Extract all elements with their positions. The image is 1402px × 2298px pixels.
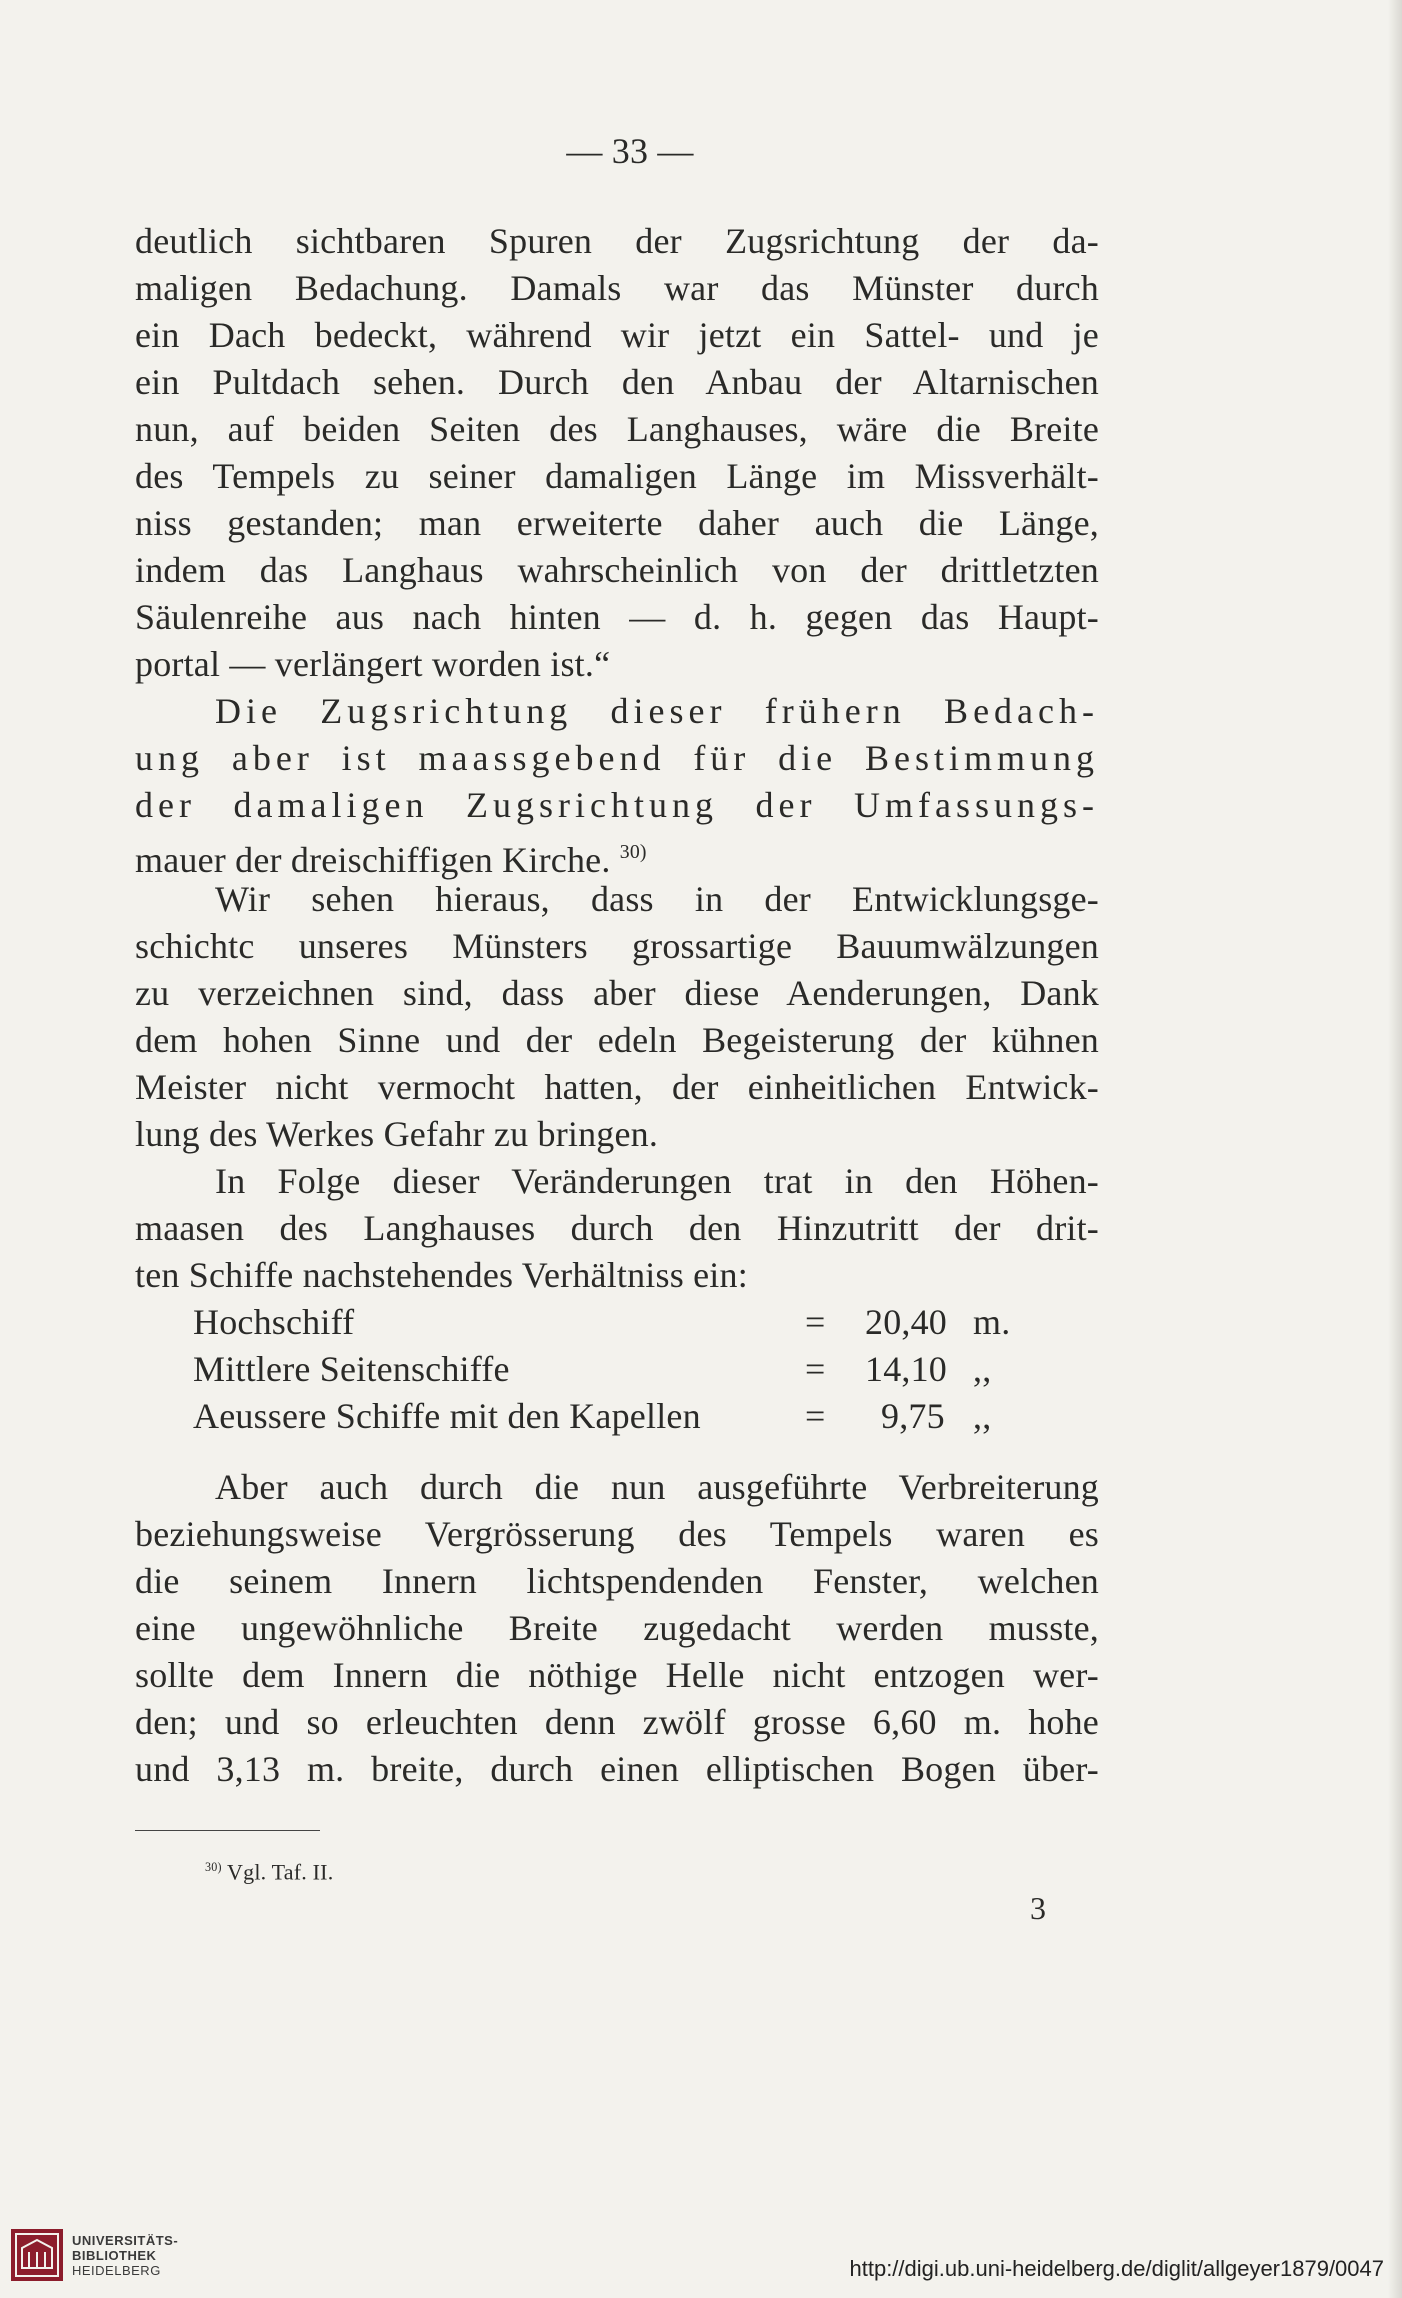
text-line: ein Dach bedeckt, während wir jetzt ein Sattel- und je bbox=[135, 315, 1099, 355]
table-row bbox=[193, 1299, 1033, 1345]
text-line: die seinem Innern lichtspendenden Fenster, welchen bbox=[135, 1561, 1099, 1601]
text-line: niss gestanden; man erweiterte daher auch die Länge, bbox=[135, 503, 1099, 543]
library-logo[interactable] bbox=[10, 2228, 178, 2282]
table-cell-value: 9,75 bbox=[881, 1396, 945, 1436]
table-cell-unit: ,, bbox=[973, 1349, 992, 1389]
text-line-with-footnote-ref bbox=[135, 829, 1099, 880]
text-line: schichtc unseres Münsters grossartige Bauumwälzungen bbox=[135, 926, 1099, 966]
table-cell-label: Hochschiff bbox=[193, 1302, 355, 1342]
library-seal-icon bbox=[10, 2228, 64, 2282]
page-number: — 33 — bbox=[566, 131, 694, 171]
text-line-spaced: ung aber ist maassgebend für die Bestimmung bbox=[135, 738, 1099, 778]
text-line: dem hohen Sinne und der edeln Begeisterung der kühnen bbox=[135, 1020, 1099, 1060]
text-line: zu verzeichnen sind, dass aber diese Aenderungen, Dank bbox=[135, 973, 1099, 1013]
text-line: und 3,13 m. breite, durch einen elliptischen Bogen über- bbox=[135, 1749, 1099, 1789]
library-name-line: HEIDELBERG bbox=[72, 2262, 161, 2278]
table-row bbox=[193, 1346, 1033, 1392]
text-line: den; und so erleuchten denn zwölf grosse 6,60 m. hohe bbox=[135, 1702, 1099, 1742]
library-name-line: BIBLIOTHEK bbox=[72, 2247, 157, 2263]
table-cell-equals: = bbox=[805, 1396, 826, 1436]
table-row bbox=[193, 1393, 1033, 1439]
text-line-spaced: Die Zugsrichtung dieser frühern Bedach- bbox=[215, 691, 1099, 731]
text-line: ten Schiffe nachstehendes Verhältniss ein: bbox=[135, 1255, 748, 1295]
text-line: maligen Bedachung. Damals war das Münster durch bbox=[135, 268, 1099, 308]
text-line: Säulenreihe aus nach hinten — d. h. gegen das Haupt- bbox=[135, 597, 1099, 637]
footnote-ref[interactable]: 30) bbox=[619, 841, 647, 863]
footnote-text: Vgl. Taf. II. bbox=[227, 1859, 334, 1885]
table-cell-label: Aeussere Schiffe mit den Kapellen bbox=[193, 1396, 701, 1436]
footnote-marker: 30) bbox=[205, 1860, 222, 1874]
table-cell-equals: = bbox=[805, 1302, 826, 1342]
table-cell-equals: = bbox=[805, 1349, 826, 1389]
text-line: deutlich sichtbaren Spuren der Zugsrichtung der da- bbox=[135, 221, 1099, 261]
text-line: portal — verlängert worden ist.“ bbox=[135, 644, 611, 684]
library-name-line: UNIVERSITÄTS- bbox=[72, 2232, 179, 2248]
table-cell-unit: ,, bbox=[973, 1396, 992, 1436]
text-line: lung des Werkes Gefahr zu bringen. bbox=[135, 1114, 659, 1154]
text-line: nun, auf beiden Seiten des Langhauses, wäre die Breite bbox=[135, 409, 1099, 449]
text-line: des Tempels zu seiner damaligen Länge im Missverhält- bbox=[135, 456, 1099, 496]
page-edge-shadow bbox=[1388, 0, 1402, 2298]
text-line: Wir sehen hieraus, dass in der Entwicklungsge- bbox=[215, 879, 1099, 919]
text-line: In Folge dieser Veränderungen trat in den Höhen- bbox=[215, 1161, 1099, 1201]
table-cell-unit: m. bbox=[973, 1302, 1011, 1342]
text-line: ein Pultdach sehen. Durch den Anbau der Altarnischen bbox=[135, 362, 1099, 402]
text-line: Meister nicht vermocht hatten, der einheitlichen Entwick- bbox=[135, 1067, 1099, 1107]
text-line: eine ungewöhnliche Breite zugedacht werden musste, bbox=[135, 1608, 1099, 1648]
footnote-divider bbox=[135, 1830, 320, 1831]
spaced-text: mauer der dreischiffigen Kirche. bbox=[135, 839, 611, 880]
text-line: beziehungsweise Vergrösserung des Tempels waren es bbox=[135, 1514, 1099, 1554]
source-url-link[interactable]: http://digi.ub.uni-heidelberg.de/diglit/allgeyer1879/0047 bbox=[849, 2256, 1384, 2281]
table-cell-value: 20,40 bbox=[865, 1302, 947, 1342]
signature-mark: 3 bbox=[1030, 1890, 1047, 1926]
text-line-spaced: der damaligen Zugsrichtung der Umfassungs- bbox=[135, 785, 1099, 825]
text-line: indem das Langhaus wahrscheinlich von der drittletzten bbox=[135, 550, 1099, 590]
text-line: sollte dem Innern die nöthige Helle nicht entzogen wer- bbox=[135, 1655, 1099, 1695]
library-name bbox=[72, 2233, 178, 2278]
text-line: Aber auch durch die nun ausgeführte Verbreiterung bbox=[215, 1467, 1099, 1507]
table-cell-value: 14,10 bbox=[865, 1349, 947, 1389]
table-cell-label: Mittlere Seitenschiffe bbox=[193, 1349, 510, 1389]
footnote bbox=[205, 1852, 333, 1887]
text-line: maasen des Langhauses durch den Hinzutritt der drit- bbox=[135, 1208, 1099, 1248]
